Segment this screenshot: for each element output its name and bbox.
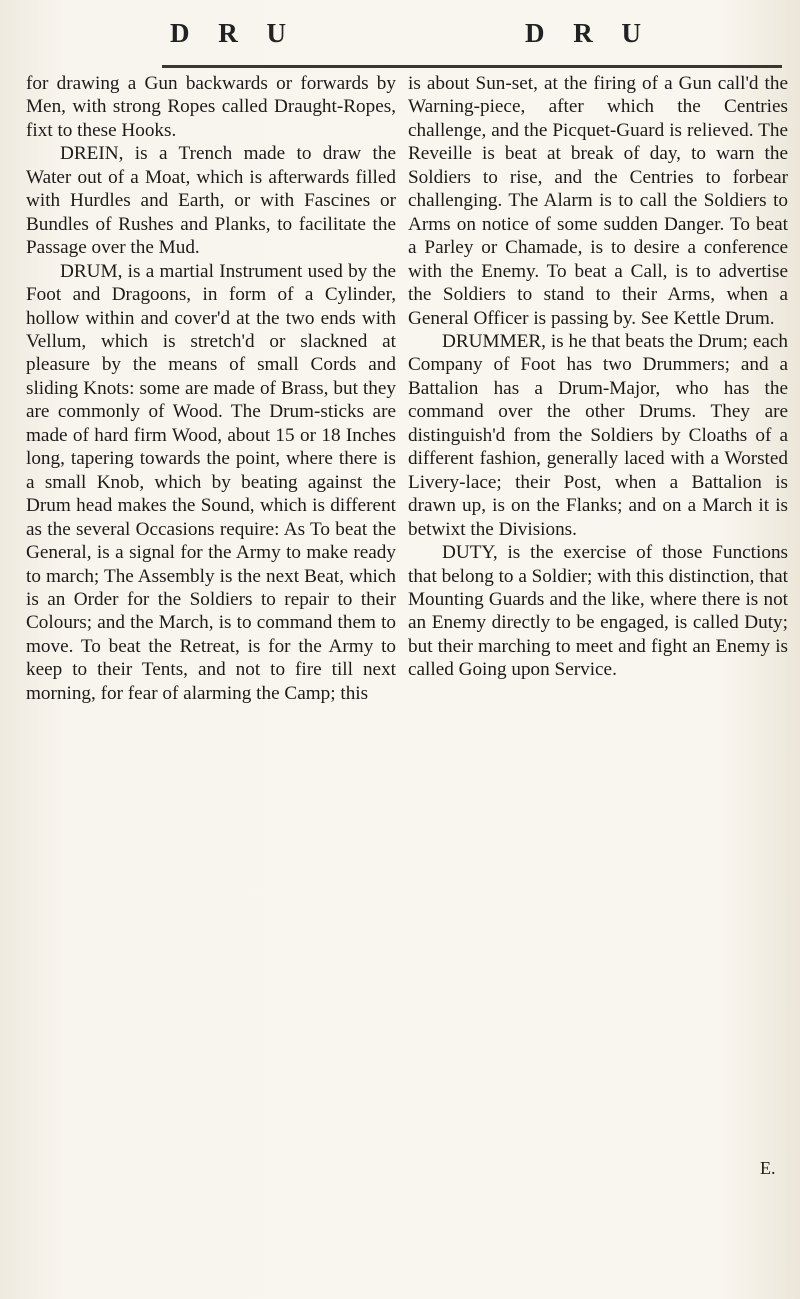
- entry-drum-continuation: is about Sun-set, at the firing of a Gun call'd the Warning-piece, after which the Centries challenge, and the Picquet-Guard is relieved. The Reveille is beat at break of day, to warn the Soldiers to rise, and the Centries to forbear challenging. The Alarm is to call the Soldiers to Arms on notice of some sudden Danger. To beat a Parley or Chamade, is to desire a conference with the Enemy. To beat a Call, is to advertise the Soldiers to stand to their Arms, when a General Officer is passing by. See Kettle Drum.: [408, 73, 788, 329]
- running-head: [0, 18, 800, 58]
- running-head-left: D R U: [170, 18, 297, 48]
- entry-drummer: DRUMMER, is he that beats the Drum; each Company of Foot has two Drummers; and a Battalion has a Drum-Major, who has the command over the other Drums. They are distinguish'd from the Soldiers by Cloaths of a different fashion, generally laced with a Worsted Livery-lace; their Post, when a Battalion is drawn up, is on the Flanks; and on a March it is betwixt the Divisions.: [408, 330, 788, 540]
- left-column: [26, 72, 396, 705]
- entry-duty: DUTY, is the exercise of those Functions that belong to a Soldier; with this distinction, that Mounting Guards and the like, where there is not an Enemy directly to be engaged, is called Duty; but their marching to meet and fight an Enemy is called Going upon Service.: [408, 542, 788, 681]
- catchword: E.: [760, 1158, 776, 1178]
- entry-drein: DREIN, is a Trench made to draw the Water out of a Moat, which is afterwards filled with Hurdles and Earth, or with Fascines or Bundles of Rushes and Planks, to facilitate the Passage over the Mud.: [26, 143, 396, 259]
- entry-drum: DRUM, is a martial Instrument used by the Foot and Dragoons, in form of a Cylinder, hollow within and cover'd at the two ends with Vellum, which is stretch'd or slackned at pleasure by the means of small Cords and sliding Knots: some are made of Brass, but they are commonly of Wood. The Drum-sticks are made of hard firm Wood, about 15 or 18 Inches long, tapering towards the point, where there is a small Knob, which by beating against the Drum head makes the Sound, which is different as the several Occasions require: As To beat the General, is a signal for the Army to make ready to march; The Assembly is the next Beat, which is an Order for the Soldiers to repair to their Colours; and the March, is to command them to move. To beat the Retreat, is for the Army to keep to their Tents, and not to fire till next morning, for fear of alarming the Camp; this: [26, 260, 396, 704]
- running-head-right: D R U: [525, 18, 652, 48]
- entry-hooks-continuation: for drawing a Gun backwards or forwards by Men, with strong Ropes called Draught-Ropes, fixt to these Hooks.: [26, 73, 396, 141]
- header-rule: [162, 65, 782, 68]
- right-column: [408, 72, 788, 682]
